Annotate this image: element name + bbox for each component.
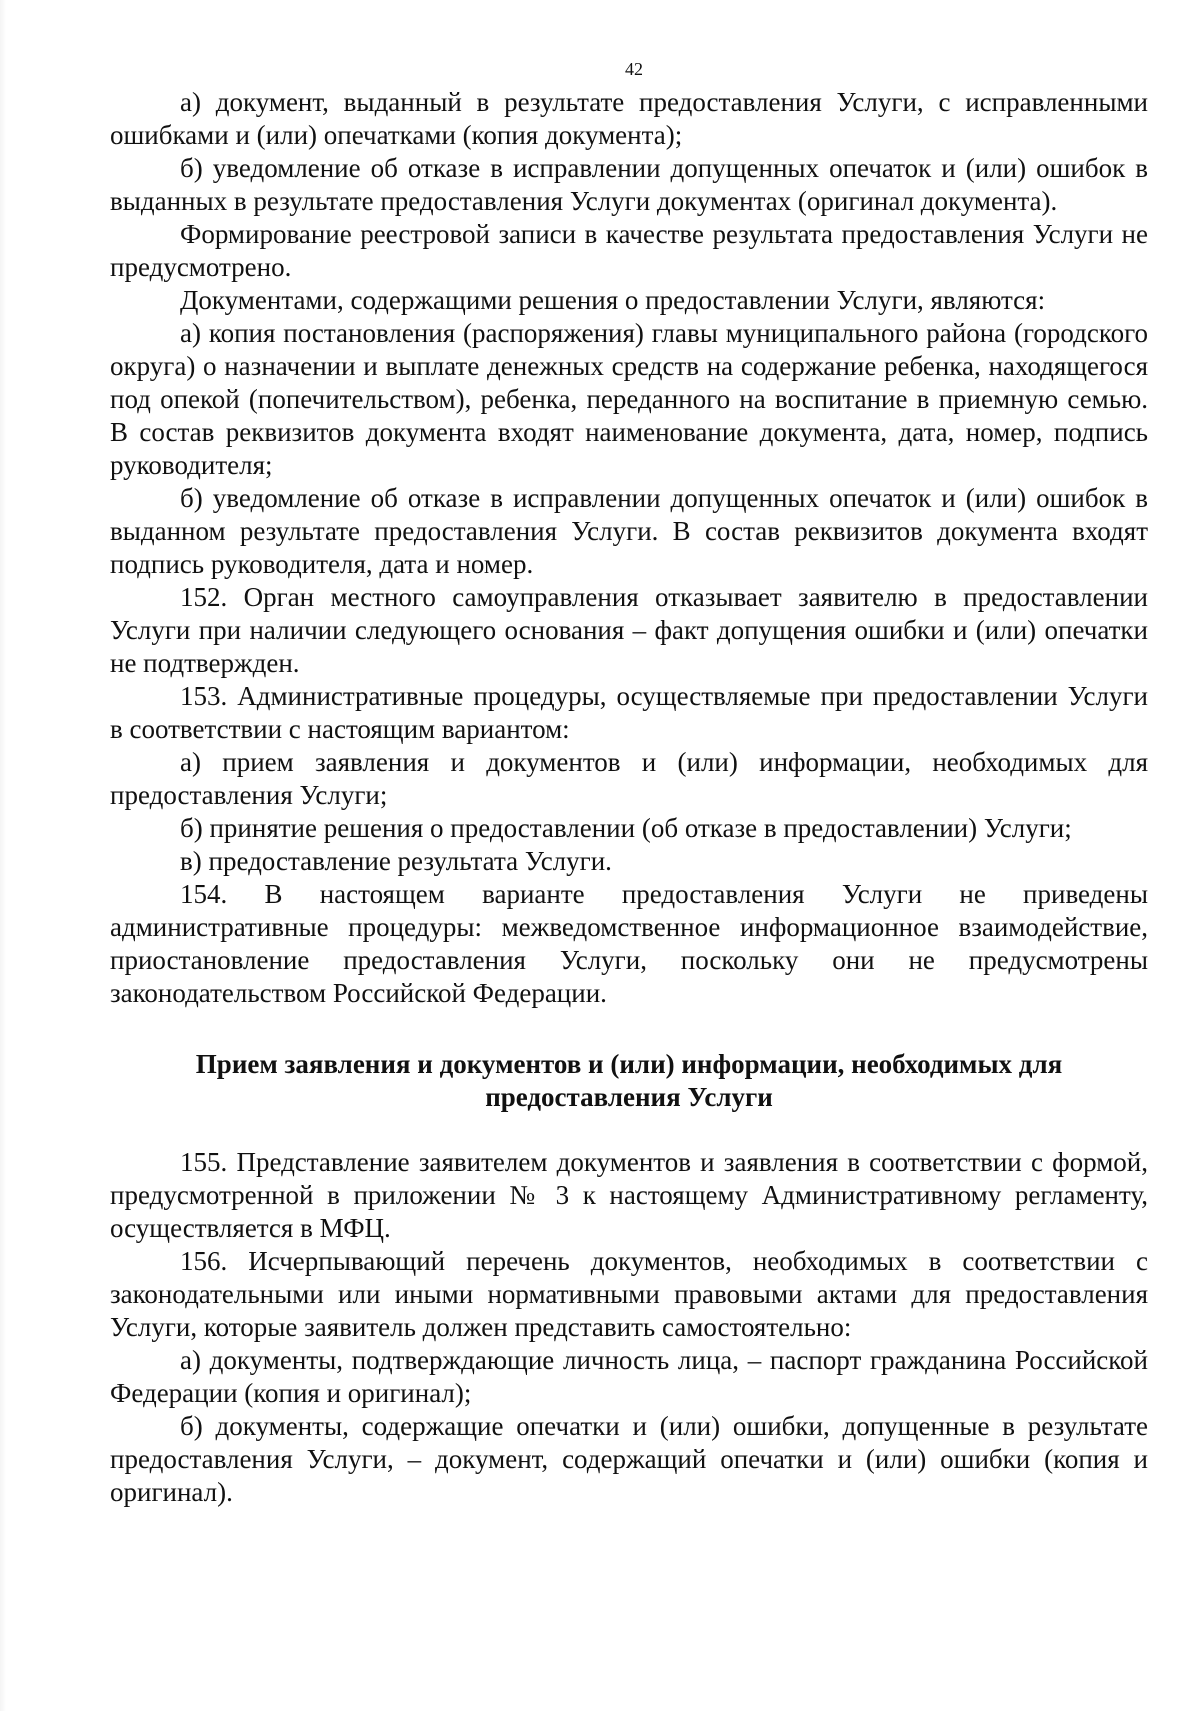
paragraph-result-b: б) уведомление об отказе в исправлении допущенных опечаток и (или) ошибок в выданных в результате предоставления Услуги документах (оригинал документа).	[110, 153, 1148, 216]
section-heading: Прием заявления и документов и (или) информации, необходимых для предоставления Услуги	[195, 1049, 1063, 1112]
paragraph-153: 153. Административные процедуры, осуществляемые при предоставлении Услуги в соответствии с настоящим вариантом:	[110, 681, 1148, 744]
paragraph-153-c: в) предоставление результата Услуги.	[180, 846, 612, 876]
paragraph-decision-docs: Документами, содержащими решения о предоставлении Услуги, являются:	[180, 285, 1046, 315]
paragraph-decision-b: б) уведомление об отказе в исправлении допущенных опечаток и (или) ошибок в выданном результате предоставления Услуги. В состав реквизитов документа входят подпись руководителя, дата и номер.	[110, 483, 1148, 579]
page-number: 42	[625, 59, 643, 79]
scan-edge-shadow	[0, 0, 6, 1711]
paragraph-156: 156. Исчерпывающий перечень документов, необходимых в соответствии с законодательными или иными нормативными правовыми актами для предоставления Услуги, которые заявитель должен представить самостоятельно:	[110, 1246, 1148, 1342]
paragraph-153-b: б) принятие решения о предоставлении (об отказе в предоставлении) Услуги;	[180, 813, 1072, 843]
paragraph-152: 152. Орган местного самоуправления отказывает заявителю в предоставлении Услуги при наличии следующего основания – факт допущения ошибки и (или) опечатки не подтвержден.	[110, 582, 1148, 678]
paragraph-153-a: а) прием заявления и документов и (или) информации, необходимых для предоставления Услуги;	[110, 747, 1148, 810]
paragraph-decision-a: а) копия постановления (распоряжения) главы муниципального района (городского округа) о назначении и выплате денежных средств на содержание ребенка, находящегося под опекой (попечительством), ребенка, переданного на воспитание в приемную семью. В состав реквизитов документа входят наименование документа, дата, номер, подпись руководителя;	[110, 318, 1148, 480]
paragraph-result-a: а) документ, выданный в результате предоставления Услуги, с исправленными ошибками и (или) опечатками (копия документа);	[110, 87, 1148, 150]
paragraph-155: 155. Представление заявителем документов и заявления в соответствии с формой, предусмотренной в приложении № 3 к настоящему Административному регламенту, осуществляется в МФЦ.	[110, 1147, 1148, 1243]
paragraph-registry-record: Формирование реестровой записи в качестве результата предоставления Услуги не предусмотрено.	[110, 219, 1148, 282]
paragraph-154: 154. В настоящем варианте предоставления Услуги не приведены административные процедуры: межведомственное информационное взаимодействие, приостановление предоставления Услуги, поскольку они не предусмотрены законодательством Российской Федерации.	[110, 879, 1148, 1008]
paragraph-156-a: а) документы, подтверждающие личность лица, – паспорт гражданина Российской Федерации (копия и оригинал);	[110, 1345, 1148, 1408]
paragraph-156-b: б) документы, содержащие опечатки и (или) ошибки, допущенные в результате предоставления Услуги, – документ, содержащий опечатки и (или) ошибки (копия и оригинал).	[110, 1411, 1148, 1507]
